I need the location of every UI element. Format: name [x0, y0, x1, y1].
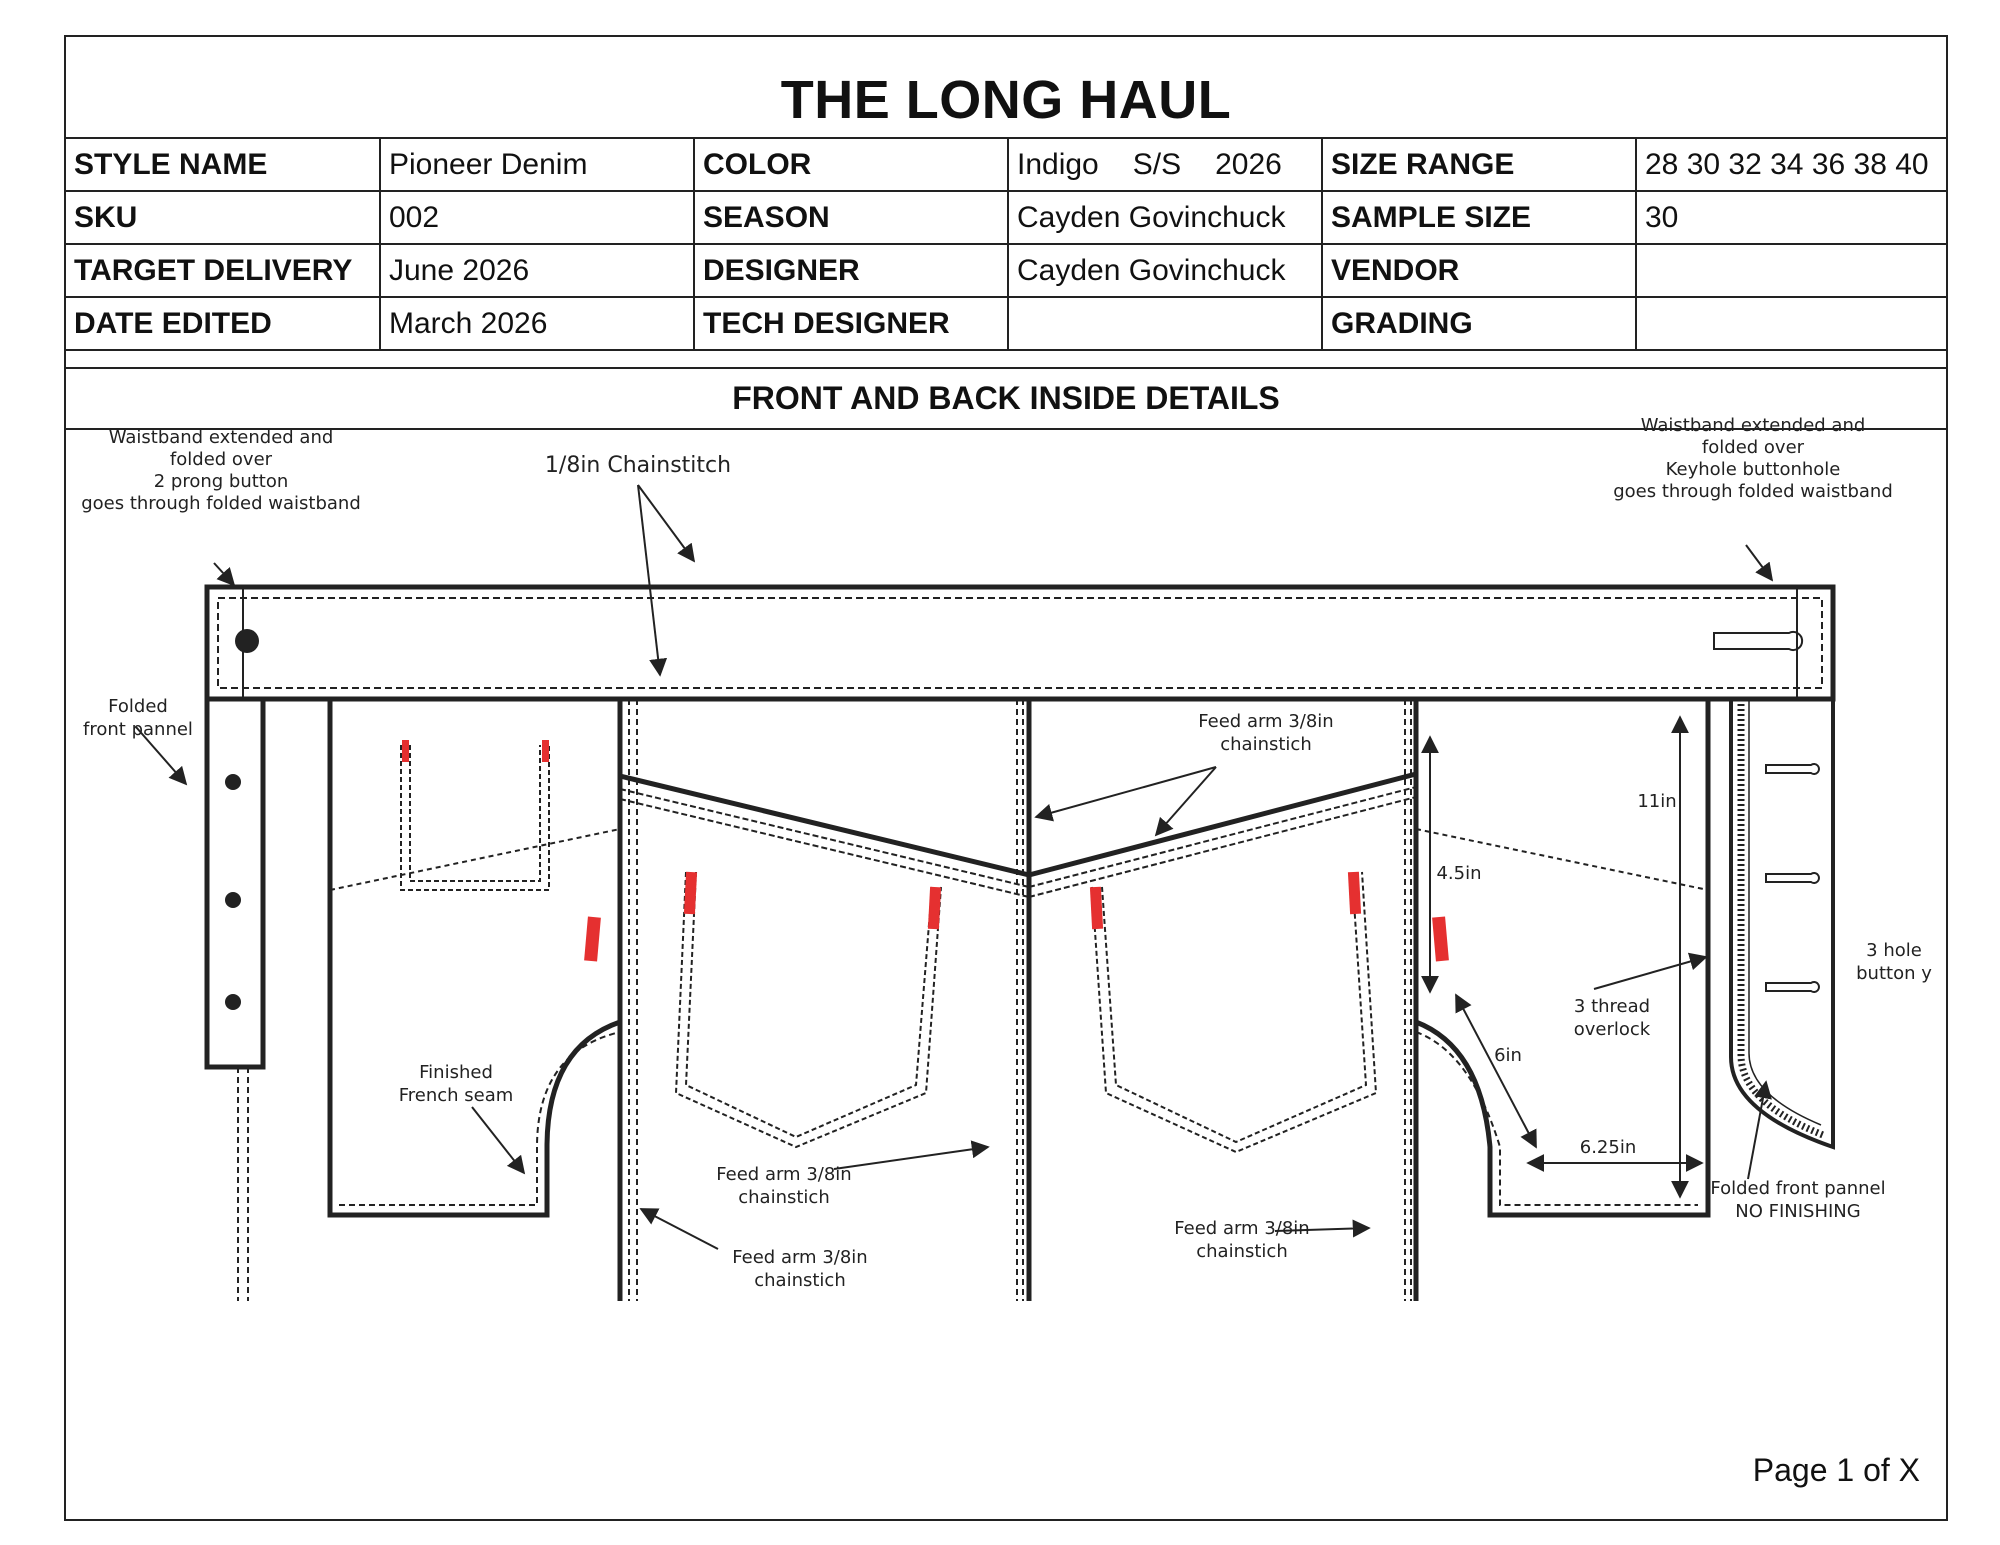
left-pocket-bag — [330, 699, 620, 1215]
color-label: COLOR — [694, 138, 1008, 191]
season-value: Cayden Govinchuck — [1008, 191, 1322, 244]
left-folded-panel — [207, 699, 263, 1301]
target-delivery-label: TARGET DELIVERY — [66, 244, 380, 297]
callout-labels — [81, 415, 1932, 1291]
yoke-left — [620, 776, 1029, 897]
designer-label: DESIGNER — [694, 244, 1008, 297]
date-edited-value: March 2026 — [380, 297, 694, 350]
callout-waistband-left: Waistband extended and folded over 2 prong button goes through folded waistband — [81, 427, 361, 514]
color-year: 2026 — [1215, 147, 1282, 181]
callout-finished-seam: Finished French seam — [398, 1062, 514, 1106]
vendor-label: VENDOR — [1322, 244, 1636, 297]
button-loop-icon — [1766, 764, 1819, 774]
designer-value: Cayden Govinchuck — [1008, 244, 1322, 297]
keyhole-buttonhole-icon — [1714, 632, 1802, 650]
garment-diagram — [66, 37, 1950, 1523]
callout-waistband-right: Waistband extended and folded over Keyhole buttonhole goes through folded waistband — [1613, 415, 1893, 502]
color-name: Indigo — [1017, 147, 1099, 181]
callout-feed-arm-bottom-right: Feed arm 3/8in chainstich — [1174, 1218, 1310, 1262]
waistband — [207, 587, 1833, 699]
center-back-seam — [1017, 699, 1029, 1301]
button-loop-icon — [1766, 873, 1819, 883]
measurement-4-5in: 4.5in — [1436, 863, 1482, 884]
style-name-label: STYLE NAME — [66, 138, 380, 191]
callout-chainstitch: 1/8in Chainstitch — [544, 453, 732, 478]
button-loop-icon — [1766, 982, 1819, 992]
size-range-label: SIZE RANGE — [1322, 138, 1636, 191]
size-range-value: 28 30 32 34 36 38 40 — [1636, 138, 1946, 191]
style-name-value: Pioneer Denim — [380, 138, 694, 191]
page-title: THE LONG HAUL — [780, 70, 1232, 130]
sample-size-label: SAMPLE SIZE — [1322, 191, 1636, 244]
measurement-6-25in: 6.25in — [1579, 1137, 1637, 1158]
measurement-11in: 11in — [1637, 791, 1677, 812]
sku-label: SKU — [66, 191, 380, 244]
right-pocket-bag — [1416, 699, 1708, 1215]
callout-feed-arm-bottom-left: Feed arm 3/8in chainstich — [732, 1247, 868, 1291]
season-label: SEASON — [694, 191, 1008, 244]
callout-three-thread: 3 thread overlock — [1573, 996, 1651, 1040]
callout-folded-front-right: Folded front pannel NO FINISHING — [1710, 1178, 1886, 1222]
page-number: Page 1 of X — [1752, 1452, 1920, 1488]
callout-folded-front: Folded front pannel — [83, 696, 193, 740]
back-pocket-right — [1090, 872, 1376, 1152]
callout-feed-arm-top: Feed arm 3/8in chainstich — [1198, 711, 1334, 755]
sku-value: 002 — [380, 191, 694, 244]
callout-arrows — [136, 485, 1772, 1249]
tech-pack-sheet — [64, 35, 1948, 1521]
target-delivery-value: June 2026 — [380, 244, 694, 297]
back-pocket-left — [676, 872, 941, 1147]
tech-designer-label: TECH DESIGNER — [694, 297, 1008, 350]
measurement-6in: 6in — [1494, 1045, 1522, 1066]
callout-feed-arm-mid: Feed arm 3/8in chainstich — [716, 1164, 852, 1208]
prong-button-icon — [235, 629, 259, 653]
color-season: S/S — [1132, 147, 1182, 181]
section-title: FRONT AND BACK INSIDE DETAILS — [66, 367, 1946, 430]
date-edited-label: DATE EDITED — [66, 297, 380, 350]
callout-three-hole: 3 hole button y — [1856, 940, 1932, 984]
sample-size-value: 30 — [1636, 191, 1946, 244]
measurement-lines — [1430, 717, 1702, 1197]
right-folded-panel — [1731, 699, 1833, 1147]
grading-label: GRADING — [1322, 297, 1636, 350]
